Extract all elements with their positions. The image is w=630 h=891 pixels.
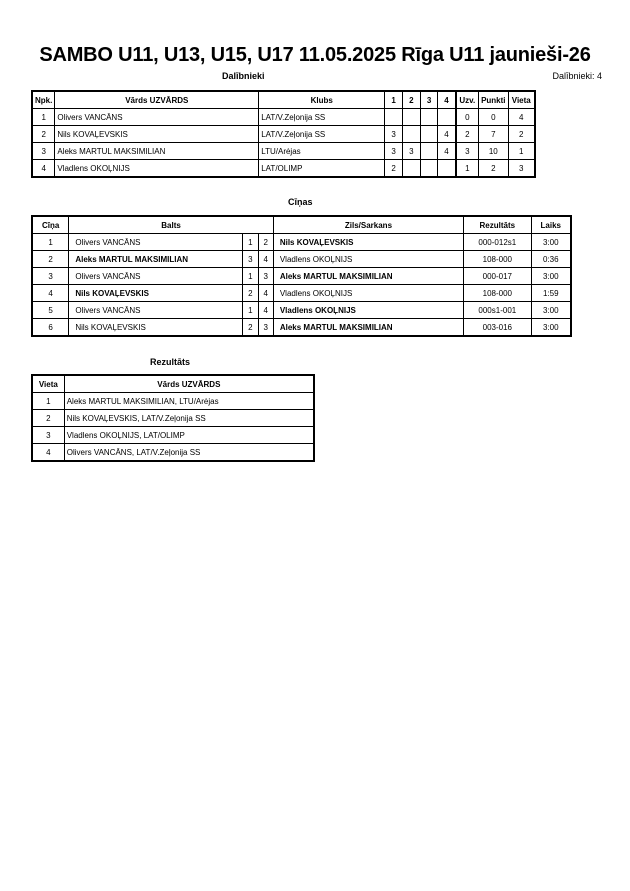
round-cell xyxy=(438,109,456,126)
white-number-cell: 2 xyxy=(243,319,258,337)
blue-number-cell: 3 xyxy=(258,319,273,337)
fight-number-cell: 6 xyxy=(32,319,69,337)
fight-number-cell: 3 xyxy=(32,268,69,285)
header-r3: 3 xyxy=(420,91,438,109)
header-r2: 2 xyxy=(402,91,420,109)
round-cell: 3 xyxy=(385,126,403,143)
entry-cell: Aleks MARTUL MAKSIMILIAN, LTU/Arėjas xyxy=(64,393,314,410)
wins-cell: 3 xyxy=(456,143,479,160)
points-cell: 2 xyxy=(479,160,508,178)
blue-number-cell: 4 xyxy=(258,251,273,268)
white-number-cell: 1 xyxy=(243,268,258,285)
points-cell: 0 xyxy=(479,109,508,126)
wins-cell: 2 xyxy=(456,126,479,143)
white-fighter-cell: Olivers VANCĀNS xyxy=(69,268,243,285)
table-row xyxy=(32,109,535,126)
header-points: Punkti xyxy=(479,91,508,109)
round-cell: 3 xyxy=(385,143,403,160)
table-row xyxy=(32,126,535,143)
place-cell: 3 xyxy=(32,427,64,444)
wins-cell: 0 xyxy=(456,109,479,126)
table-row xyxy=(32,143,535,160)
header-npk: Npk. xyxy=(32,91,55,109)
place-cell: 2 xyxy=(32,410,64,427)
participant-count: Dalībnieki: 4 xyxy=(552,71,602,81)
club-cell: LTU/Arėjas xyxy=(259,143,385,160)
participants-heading: Dalībnieki xyxy=(222,71,265,81)
entry-cell: Olivers VANCĀNS, LAT/V.Zeļonija SS xyxy=(64,444,314,462)
entry-cell: Vladlens OKOĻNIJS, LAT/OLIMP xyxy=(64,427,314,444)
round-cell xyxy=(402,160,420,178)
white-fighter-cell: Nils KOVAĻEVSKIS xyxy=(69,285,243,302)
white-fighter-cell: Aleks MARTUL MAKSIMILIAN xyxy=(69,251,243,268)
blue-fighter-cell: Aleks MARTUL MAKSIMILIAN xyxy=(273,268,463,285)
entry-cell: Nils KOVAĻEVSKIS, LAT/V.Zeļonija SS xyxy=(64,410,314,427)
round-cell xyxy=(438,160,456,178)
blue-number-cell: 2 xyxy=(258,234,273,251)
place-cell: 1 xyxy=(508,143,535,160)
fights-heading: Cīņas xyxy=(288,197,313,207)
result-cell: 000-017 xyxy=(464,268,532,285)
name-cell: Olivers VANCĀNS xyxy=(55,109,259,126)
header-white: Balts xyxy=(69,216,274,234)
time-cell: 3:00 xyxy=(531,234,571,251)
table-row xyxy=(32,160,535,178)
table-row xyxy=(32,319,571,337)
place-cell: 2 xyxy=(508,126,535,143)
table-row xyxy=(32,285,571,302)
round-cell xyxy=(385,109,403,126)
white-fighter-cell: Olivers VANCĀNS xyxy=(69,234,243,251)
participants-header-row xyxy=(32,91,535,109)
round-cell xyxy=(420,143,438,160)
round-cell xyxy=(420,126,438,143)
blue-number-cell: 3 xyxy=(258,268,273,285)
header-time: Laiks xyxy=(531,216,571,234)
time-cell: 3:00 xyxy=(531,302,571,319)
result-cell: 000s1-001 xyxy=(464,302,532,319)
header-r4: 4 xyxy=(438,91,456,109)
round-cell: 3 xyxy=(402,143,420,160)
result-cell: 003-016 xyxy=(464,319,532,337)
blue-number-cell: 4 xyxy=(258,302,273,319)
header-r1: 1 xyxy=(385,91,403,109)
npk-cell: 4 xyxy=(32,160,55,178)
time-cell: 0:36 xyxy=(531,251,571,268)
header-place: Vieta xyxy=(32,375,64,393)
npk-cell: 3 xyxy=(32,143,55,160)
points-cell: 7 xyxy=(479,126,508,143)
fights-table xyxy=(31,215,572,337)
results-heading: Rezultāts xyxy=(150,357,191,367)
round-cell: 2 xyxy=(385,160,403,178)
club-cell: LAT/OLIMP xyxy=(259,160,385,178)
place-cell: 1 xyxy=(32,393,64,410)
table-row xyxy=(32,427,314,444)
fight-number-cell: 1 xyxy=(32,234,69,251)
npk-cell: 2 xyxy=(32,126,55,143)
white-number-cell: 3 xyxy=(243,251,258,268)
blue-number-cell: 4 xyxy=(258,285,273,302)
header-blue: Zils/Sarkans xyxy=(273,216,463,234)
results-header-row xyxy=(32,375,314,393)
white-fighter-cell: Nils KOVAĻEVSKIS xyxy=(69,319,243,337)
fights-header-row xyxy=(32,216,571,234)
time-cell: 3:00 xyxy=(531,319,571,337)
place-cell: 4 xyxy=(508,109,535,126)
table-row xyxy=(32,444,314,462)
wins-cell: 1 xyxy=(456,160,479,178)
name-cell: Aleks MARTUL MAKSIMILIAN xyxy=(55,143,259,160)
results-table xyxy=(31,374,315,462)
fight-number-cell: 2 xyxy=(32,251,69,268)
header-wins: Uzv. xyxy=(456,91,479,109)
points-cell: 10 xyxy=(479,143,508,160)
header-fight: Cīņa xyxy=(32,216,69,234)
white-number-cell: 2 xyxy=(243,285,258,302)
participants-table xyxy=(31,90,536,178)
place-cell: 4 xyxy=(32,444,64,462)
time-cell: 3:00 xyxy=(531,268,571,285)
name-cell: Vladlens OKOĻNIJS xyxy=(55,160,259,178)
round-cell: 4 xyxy=(438,126,456,143)
page-title: SAMBO U11, U13, U15, U17 11.05.2025 Rīga U11 jaunieši-26 xyxy=(39,44,591,66)
blue-fighter-cell: Vladlens OKOĻNIJS xyxy=(273,302,463,319)
time-cell: 1:59 xyxy=(531,285,571,302)
result-cell: 108-000 xyxy=(464,251,532,268)
white-number-cell: 1 xyxy=(243,234,258,251)
table-row xyxy=(32,234,571,251)
round-cell xyxy=(402,109,420,126)
npk-cell: 1 xyxy=(32,109,55,126)
round-cell xyxy=(420,109,438,126)
table-row xyxy=(32,302,571,319)
place-cell: 3 xyxy=(508,160,535,178)
header-club: Klubs xyxy=(259,91,385,109)
name-cell: Nils KOVAĻEVSKIS xyxy=(55,126,259,143)
round-cell xyxy=(402,126,420,143)
round-cell: 4 xyxy=(438,143,456,160)
blue-fighter-cell: Vladlens OKOĻNIJS xyxy=(273,285,463,302)
table-row xyxy=(32,251,571,268)
club-cell: LAT/V.Zeļonija SS xyxy=(259,126,385,143)
header-name: Vārds UZVĀRDS xyxy=(55,91,259,109)
table-row xyxy=(32,393,314,410)
club-cell: LAT/V.Zeļonija SS xyxy=(259,109,385,126)
table-row xyxy=(32,268,571,285)
fight-number-cell: 5 xyxy=(32,302,69,319)
header-place: Vieta xyxy=(508,91,535,109)
result-cell: 000-012s1 xyxy=(464,234,532,251)
blue-fighter-cell: Aleks MARTUL MAKSIMILIAN xyxy=(273,319,463,337)
blue-fighter-cell: Vladlens OKOĻNIJS xyxy=(273,251,463,268)
round-cell xyxy=(420,160,438,178)
header-name: Vārds UZVĀRDS xyxy=(64,375,314,393)
header-result: Rezultāts xyxy=(464,216,532,234)
result-cell: 108-000 xyxy=(464,285,532,302)
blue-fighter-cell: Nils KOVAĻEVSKIS xyxy=(273,234,463,251)
fight-number-cell: 4 xyxy=(32,285,69,302)
white-fighter-cell: Olivers VANCĀNS xyxy=(69,302,243,319)
table-row xyxy=(32,410,314,427)
white-number-cell: 1 xyxy=(243,302,258,319)
